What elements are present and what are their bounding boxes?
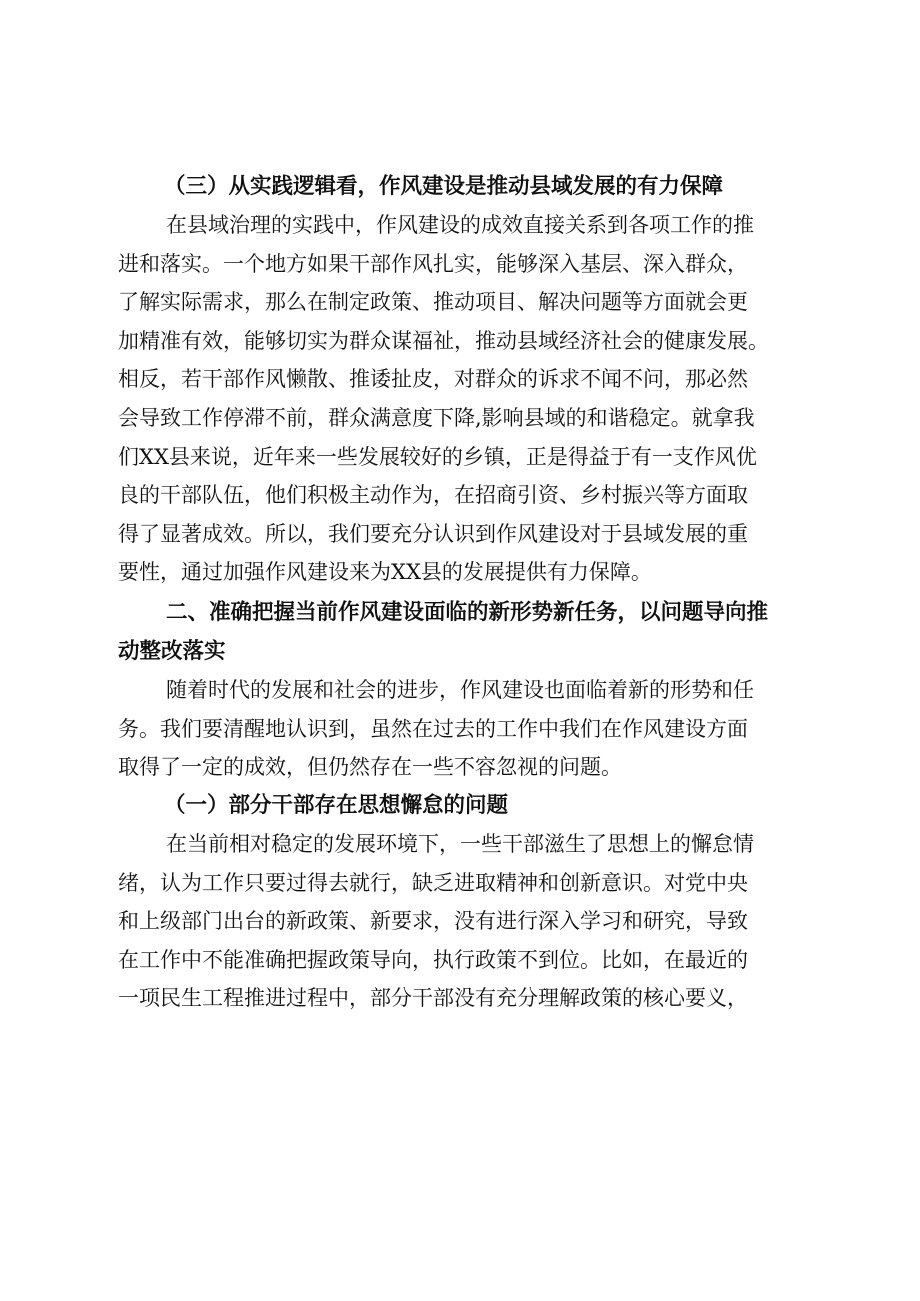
paragraph-line: 加精准有效，能够切实为群众谋福祉，推动县域经济社会的健康发展。 — [118, 328, 769, 353]
heading-line: 动整改落实 — [118, 638, 226, 664]
document-body — [118, 168, 818, 1018]
paragraph-line: 和上级部门出台的新政策、新要求，没有进行深入学习和研究，导致 — [118, 909, 748, 934]
paragraph-line: 绪，认为工作只要过得去就行，缺乏进取精神和创新意识。对党中央 — [118, 870, 748, 895]
paragraph-line: 务。我们要清醒地认识到，虽然在过去的工作中我们在作风建设方面 — [118, 716, 748, 741]
paragraph-practice-logic — [118, 206, 818, 592]
paragraph-line: 相反，若干部作风懒散、推诿扯皮，对群众的诉求不闻不问，那必然 — [118, 367, 748, 392]
paragraph-line: 在当前相对稳定的发展环境下，一些干部滋生了思想上的懈怠情 — [166, 831, 754, 856]
paragraph-line: 进和落实。一个地方如果干部作风扎实，能够深入基层、深入群众， — [118, 251, 748, 276]
paragraph-line: 要性，通过加强作风建设来为XX县的发展提供有力保障。 — [118, 560, 652, 585]
paragraph-line: 在县域治理的实践中，作风建设的成效直接关系到各项工作的推 — [166, 213, 754, 237]
paragraph-line: 得了显著成效。所以，我们要充分认识到作风建设对于县域发展的重 — [118, 521, 748, 546]
paragraph-line: 取得了一定的成效，但仍然存在一些不容忽视的问题。 — [118, 755, 622, 780]
paragraph-new-situation — [118, 671, 818, 787]
paragraph-ideological-slackness — [118, 825, 818, 1018]
paragraph-line: 良的干部队伍，他们积极主动作为，在招商引资、乡村振兴等方面取 — [118, 483, 748, 508]
paragraph-line: 一项民生工程推进过程中，部分干部没有充分理解政策的核心要义， — [118, 986, 748, 1011]
section-subheading-1: （一）部分干部存在思想懈怠的问题 — [164, 792, 509, 818]
paragraph-line: 在工作中不能准确把握政策导向，执行政策不到位。比如，在最近的 — [118, 947, 748, 972]
paragraph-line: 们XX县来说，近年来一些发展较好的乡镇，正是得益于有一支作风优 — [118, 444, 757, 469]
heading-line: 二、准确把握当前作风建设面临的新形势新任务，以问题导向推 — [166, 599, 769, 625]
paragraph-line: 随着时代的发展和社会的进步，作风建设也面临着新的形势和任 — [166, 678, 754, 703]
paragraph-line: 了解实际需求，那么在制定政策、推动项目、解决问题等方面就会更 — [118, 290, 748, 315]
paragraph-line: 会导致工作停滞不前，群众满意度下降,影响县域的和谐稳定。就拿我 — [118, 405, 755, 430]
section-subheading-3: （三）从实践逻辑看，作风建设是推动县域发展的有力保障 — [164, 174, 724, 199]
section-heading-2 — [118, 594, 818, 671]
